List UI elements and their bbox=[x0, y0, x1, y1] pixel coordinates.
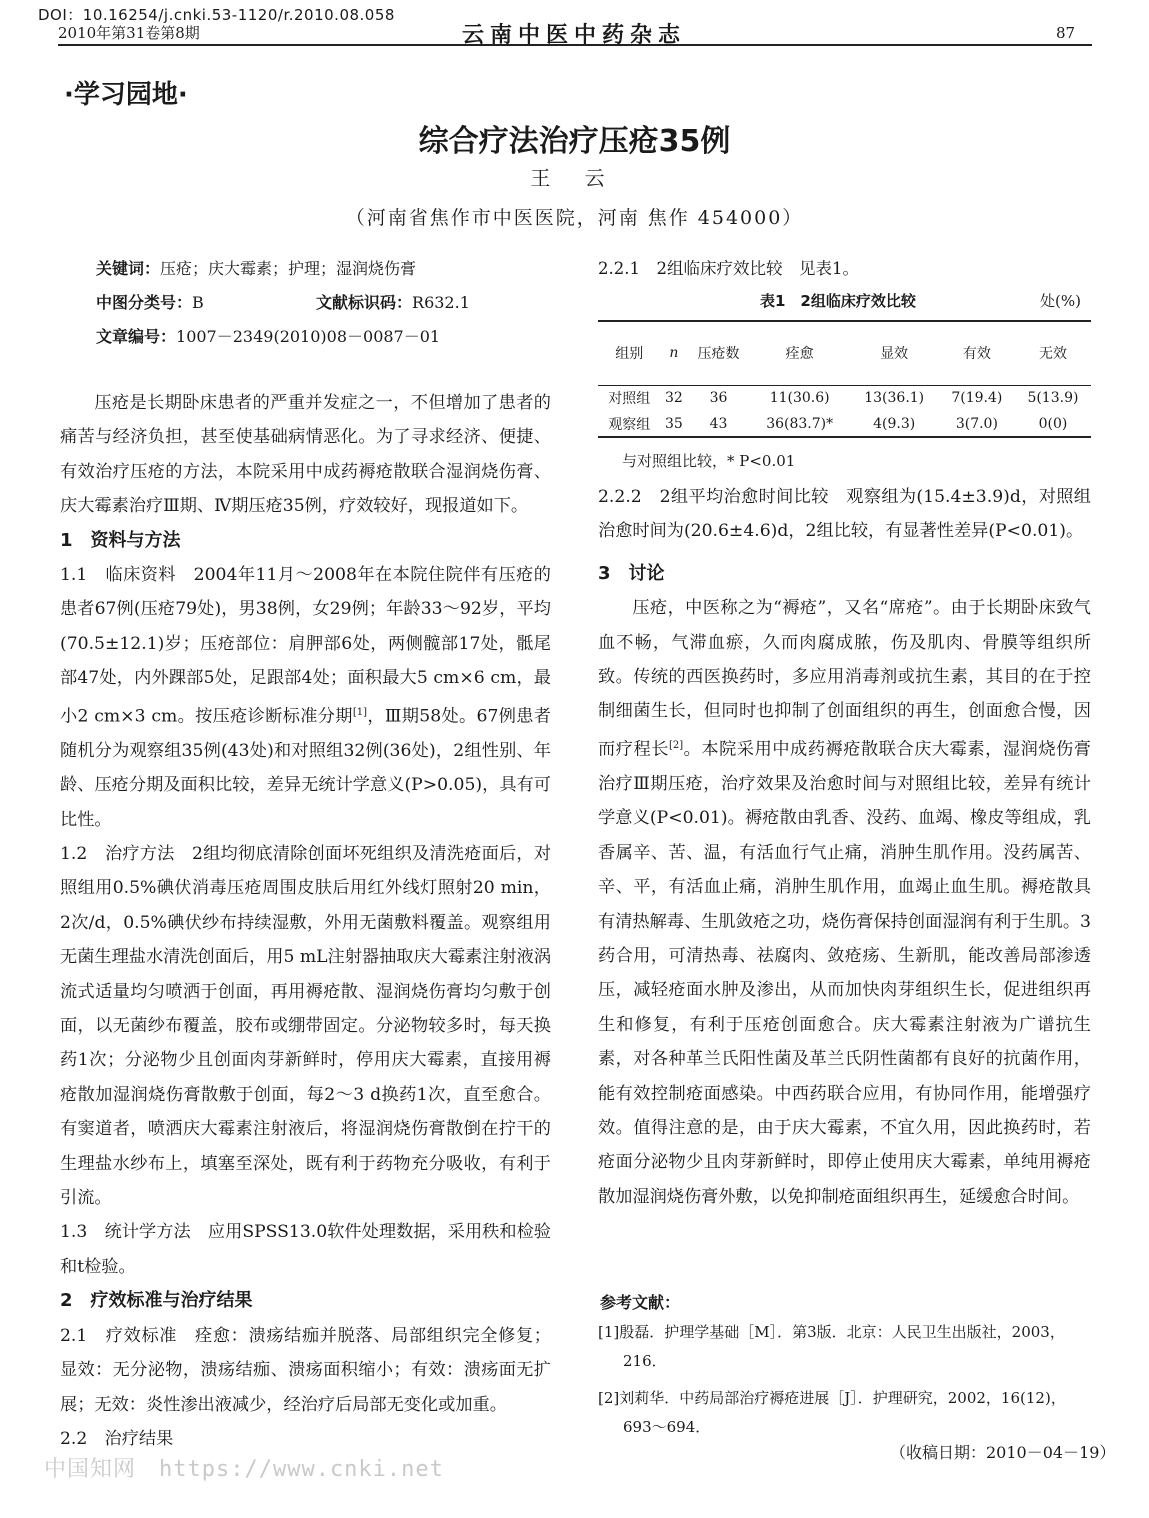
table-cell: 43 bbox=[709, 415, 728, 432]
discussion-paragraph bbox=[598, 591, 1091, 1214]
table-cell: 36 bbox=[709, 390, 728, 407]
table-header-row bbox=[598, 321, 1091, 385]
section-1-2-head: 1.2 治疗方法 bbox=[60, 844, 192, 865]
table-cell: 36(83.7)* bbox=[766, 415, 834, 432]
section-1-heading: 1 资料与方法 bbox=[60, 529, 181, 551]
section-1-1-text-b: ，Ⅲ期58处。67例患者随机分为观察组35例(43处)和对照组32例(36处)，2组性别、年龄、压疮分期及面积比较，差异无统计学意义(P>0.05)，具有可比性。 bbox=[60, 706, 551, 830]
table-cell: 32 bbox=[664, 390, 683, 407]
references-title: 参考文献： bbox=[600, 1293, 681, 1312]
table-cell: 0(0) bbox=[1038, 415, 1068, 432]
table-cell: 3(7.0) bbox=[955, 415, 998, 432]
th-marked: 显效 bbox=[880, 346, 909, 363]
doc-code-line bbox=[316, 290, 470, 313]
th-effective: 有效 bbox=[962, 346, 991, 363]
table-cell: 4(9.3) bbox=[873, 415, 916, 432]
table-cell: 对照组 bbox=[608, 391, 651, 408]
received-date: （收稿日期：2010－04－19） bbox=[890, 1443, 1116, 1462]
table-caption: 表1 2组临床疗效比较 bbox=[760, 292, 916, 310]
right-column-body bbox=[598, 480, 1091, 1214]
section-1-1-text-a: 2004年11月～2008年在本院住院伴有压疮的患者67例(压疮79处)，男38例，女29例；年龄33～92岁，平均(70.5±12.1)岁；压疮部位：肩胛部6处，两侧髋部17处，骶尾部47处，内外踝部5处，足跟部4处；面积最大5 cm×6 cm，最小2 cm×3 cm。按压疮诊断标准分期 bbox=[60, 565, 551, 727]
section-1-2-text: 2组均彻底清除创面坏死组织及清洗疮面后，对照组用0.5%碘伏消毒压疮周围皮肤后用红外线灯照射20 min，2次/d，0.5%碘伏纱布持续湿敷，外用无菌敷料覆盖。观察组用无菌生理盐水清洗创面后，用5 mL注射器抽取庆大霉素注射液涡流式适量均匀喷洒于创面，再用褥疮散、湿润烧伤膏均匀敷于创面，以无菌纱布覆盖，胶布或绷带固定。分泌物较多时，每天换药1次；分泌物少且创面肉芽新鲜时，停用庆大霉素，直接用褥疮散加湿润烧伤膏散敷于创面，每2～3 d换药1次，直至愈合。有窦道者，喷洒庆大霉素注射液后，将湿润烧伤膏散倒在拧干的生理盐水纱布上，填塞至深处，既有利于药物充分吸收，有利于引流。 bbox=[60, 844, 552, 1209]
clc-line bbox=[96, 290, 204, 313]
page-number: 87 bbox=[1056, 24, 1076, 42]
th-ineffective: 无效 bbox=[1038, 346, 1067, 363]
table-cell: 7(19.4) bbox=[951, 390, 1003, 407]
reference-1: [1]殷磊．护理学基础［M］．第3版．北京：人民卫生出版社，2003，216． bbox=[598, 1323, 1065, 1370]
th-count: 压疮数 bbox=[697, 346, 740, 363]
article-no-value: 1007－2349(2010)08－0087－01 bbox=[176, 327, 441, 346]
section-2-2-2 bbox=[598, 480, 1091, 549]
table-unit: 处(%) bbox=[1040, 292, 1081, 310]
keywords-line bbox=[96, 256, 416, 279]
discussion-text-b: 。本院采用中成药褥疮散联合庆大霉素，湿润烧伤膏治疗Ⅲ期压疮，治疗效果及治愈时间与对照组比较，差异有统计学意义(P<0.01)。褥疮散由乳香、没药、血竭、橡皮等组成，乳香属辛、苦、温，有活血行气止痛，消肿生肌作用。没药属苦、辛、平，有活血止痛，消肿生肌作用，血竭止血生肌。褥疮散具有清热解毒、生肌敛疮之功，烧伤膏保持创面湿润有利于生肌。3药合用，可清热毒、祛腐肉、敛疮疡、生新肌，能改善局部渗透压，减轻疮面水肿及渗出，从而加快肉芽组织生长，促进组织再生和修复，有利于压疮创面愈合。庆大霉素注射液为广谱抗生素，对各种革兰氏阳性菌及革兰氏阴性菌都有良好的抗菌作用，能有效控制疮面感染。中西药联合应用，有协同作用，能增强疗效。值得注意的是，由于庆大霉素，不宜久用，因此换药时，若疮面分泌物少且肉芽新鲜时，即停止使用庆大霉素，单纯用褥疮散加湿润烧伤膏外敷，以免抑制疮面组织再生，延缓愈合时间。 bbox=[598, 739, 1091, 1207]
doc-code-value: R632.1 bbox=[412, 293, 470, 312]
th-n: n bbox=[669, 345, 679, 362]
section-2-1 bbox=[60, 1319, 551, 1422]
section-1-2 bbox=[60, 837, 551, 1215]
citation-2: [2] bbox=[668, 739, 684, 751]
section-1-3-head: 1.3 统计学方法 bbox=[60, 1222, 208, 1243]
table-cell: 13(36.1) bbox=[864, 390, 925, 407]
cnki-watermark: 中国知网 https://www.cnki.net bbox=[44, 1457, 444, 1482]
section-1-1-head: 1.1 临床资料 bbox=[60, 565, 194, 586]
keywords-label: 关键词： bbox=[96, 259, 161, 278]
journal-name: 云南中医中药杂志 bbox=[462, 22, 687, 48]
table-row bbox=[598, 411, 1091, 437]
clc-label: 中图分类号： bbox=[96, 293, 193, 312]
table-cell: 35 bbox=[664, 415, 683, 432]
header-rule bbox=[58, 44, 1092, 46]
section-2-2-2-text: 观察组为(15.4±3.9)d，对照组治愈时间为(20.6±4.6)d，2组比较，有显著性差异(P<0.01)。 bbox=[598, 487, 1091, 542]
column-tag: ·学习园地· bbox=[64, 80, 188, 110]
article-no-label: 文章编号： bbox=[96, 327, 177, 346]
results-table-wrapper bbox=[598, 320, 1091, 438]
table-cell: 11(30.6) bbox=[769, 390, 830, 407]
article-title: 综合疗法治疗压疮35例 bbox=[418, 124, 731, 159]
table-note: 与对照组比较，* P<0.01 bbox=[622, 452, 796, 470]
section-1-3-text: 应用SPSS13.0软件处理数据，采用秩和检验和t检验。 bbox=[60, 1222, 551, 1277]
author: 王 云 bbox=[530, 166, 619, 190]
article-no-line bbox=[96, 324, 440, 347]
reference-2: [2]刘莉华．中药局部治疗褥疮进展［J］．护理研究，2002，16(12)，693～694． bbox=[598, 1389, 1066, 1436]
references-list bbox=[598, 1318, 1091, 1442]
th-cured: 痊愈 bbox=[785, 346, 814, 363]
section-2-1-head: 2.1 疗效标准 bbox=[60, 1325, 195, 1346]
discussion-text-a: 压疮，中医称之为“褥疮”，又名“席疮”。由于长期卧床致气血不畅，气滞血瘀，久而肉腐成脓，伤及肌肉、骨膜等组织所致。传统的西医换药时，多应用消毒剂或抗生素，其目的在于控制细菌生长，但同时也抑制了创面组织的再生，创面愈合慢，因而疗程长 bbox=[598, 598, 1091, 760]
section-2-heading: 2 疗效标准与治疗结果 bbox=[60, 1290, 253, 1312]
th-group: 组别 bbox=[615, 346, 644, 363]
table-cell: 观察组 bbox=[608, 416, 651, 433]
intro-paragraph: 压疮是长期卧床患者的严重并发症之一，不但增加了患者的痛苦与经济负担，甚至使基础病情恶化。为了寻求经济、便捷、有效治疗压疮的方法，本院采用中成药褥疮散联合湿润烧伤膏、庆大霉素治疗Ⅲ期、Ⅳ期压疮35例，疗效较好，现报道如下。 bbox=[60, 393, 551, 517]
clc-value: B bbox=[192, 293, 204, 312]
section-1-3 bbox=[60, 1215, 551, 1284]
table-row bbox=[598, 385, 1091, 411]
left-column bbox=[60, 386, 551, 1456]
doi-line: DOI：10.16254/j.cnki.53-1120/r.2010.08.058 bbox=[38, 6, 395, 24]
section-2-1-text: 痊愈：溃疡结痂并脱落、局部组织完全修复；显效：无分泌物，溃疡结痂、溃疡面积缩小；有效：溃疡面无扩展；无效：炎性渗出液减少，经治疗后局部无变化或加重。 bbox=[60, 1325, 551, 1415]
section-2-2-1: 2.2.1 2组临床疗效比较 见表1。 bbox=[598, 259, 859, 278]
section-2-2: 2.2 治疗结果 bbox=[60, 1428, 174, 1449]
results-table bbox=[598, 320, 1091, 438]
section-1-1 bbox=[60, 558, 551, 837]
section-3-heading: 3 讨论 bbox=[598, 562, 665, 584]
table-cell: 5(13.9) bbox=[1027, 390, 1079, 407]
doc-code-label: 文献标识码： bbox=[316, 293, 413, 312]
affiliation: （河南省焦作市中医医院，河南 焦作 454000） bbox=[345, 207, 804, 229]
citation-1: [1] bbox=[352, 706, 367, 718]
keywords: 压疮；庆大霉素；护理；湿润烧伤膏 bbox=[160, 259, 417, 278]
issue-info: 2010年第31卷第8期 bbox=[58, 24, 200, 42]
section-2-2-2-head: 2.2.2 2组平均治愈时间比较 bbox=[598, 487, 847, 507]
